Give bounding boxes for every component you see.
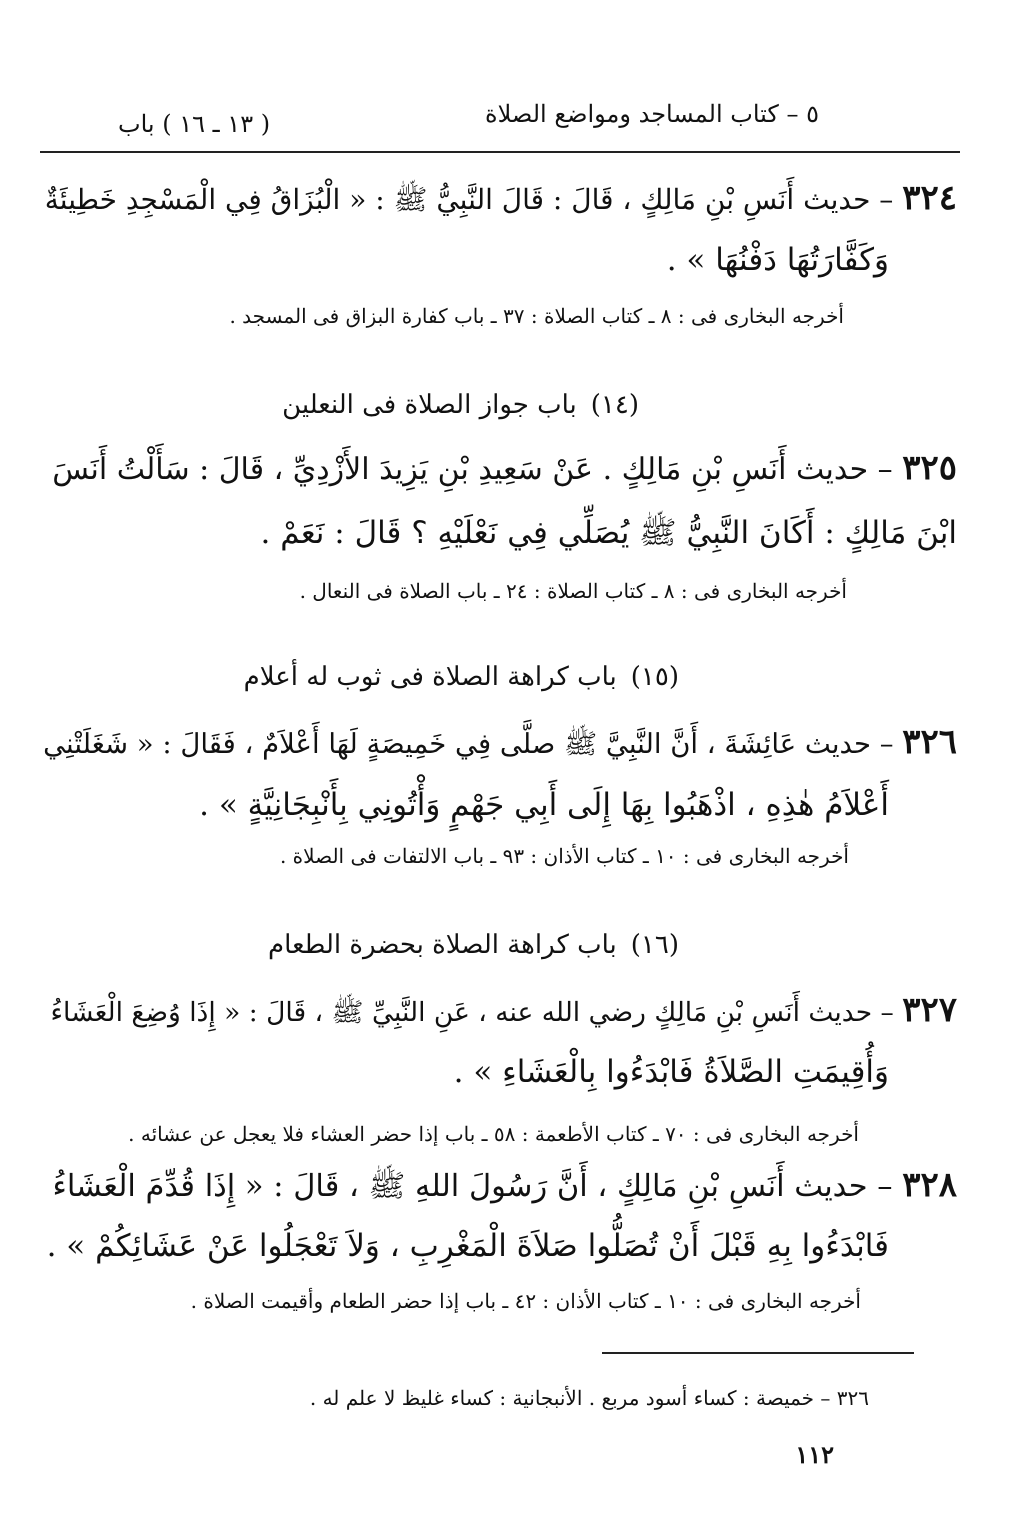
page-number: ١١٢ bbox=[795, 1440, 834, 1469]
hadith-number: ٣٢٤ bbox=[902, 178, 957, 218]
chapter-number: (١٥) bbox=[630, 662, 679, 692]
footnote-rule bbox=[602, 1352, 914, 1354]
hadith-326-line-2: أَعْلاَمُ هٰذِهِ ، اذْهَبُوا بِهَا إِلَى أَبِي جَهْمٍ وَأْتُونِي بِأَنْبِجَانِيَّةٍ » . bbox=[199, 787, 889, 823]
chapter-title: باب كراهة الصلاة فى ثوب له أعلام bbox=[243, 662, 617, 692]
hadith-326-line-1 bbox=[43, 722, 957, 764]
chapter-number: (١٤) bbox=[590, 390, 639, 420]
hadith-text: – حديث أَنَسِ بْنِ مَالِكٍ ، أَنَّ رَسُولَ اللهِ ﷺ ، قَالَ : « إِذَا قُدِّمَ الْعَشَاءُ bbox=[52, 1169, 893, 1204]
hadith-number: ٣٢٦ bbox=[902, 722, 957, 762]
hadith-327-line-1 bbox=[51, 990, 957, 1033]
hadith-325-source: أخرجه البخارى فى : ٨ ـ كتاب الصلاة : ٢٤ ـ باب الصلاة فى النعال . bbox=[299, 579, 847, 603]
hadith-326-source: أخرجه البخارى فى : ١٠ ـ كتاب الأذان : ٩٣ ـ باب الالتفات فى الصلاة . bbox=[279, 844, 849, 868]
hadith-324-line-2: وَكَفَّارَتُهَا دَفْنُهَا » . bbox=[666, 242, 889, 278]
chapter-heading-14 bbox=[282, 388, 639, 422]
hadith-text: – حديث عَائِشَةَ ، أَنَّ النَّبِيَّ ﷺ صلَّى فِي خَمِيصَةٍ لَهَا أَعْلاَمٌ ، فَقَالَ : « شَغَلَتْنِي bbox=[43, 728, 894, 760]
chapter-title: باب كراهة الصلاة بحضرة الطعام bbox=[268, 930, 617, 960]
chapter-heading-16 bbox=[268, 928, 679, 962]
chapter-title: باب جواز الصلاة فى النعلين bbox=[282, 390, 577, 420]
hadith-number: ٣٢٥ bbox=[902, 448, 957, 488]
header-rule bbox=[40, 151, 960, 153]
hadith-324-line-1 bbox=[45, 178, 957, 220]
hadith-325-line-2: ابْنَ مَالِكٍ : أَكَانَ النَّبِيُّ ﷺ يُصَلِّي فِي نَعْلَيْهِ ؟ قَالَ : نَعَمْ . bbox=[260, 515, 957, 551]
hadith-text: – حديث أَنَسِ بْنِ مَالِكٍ ، قَالَ : قَالَ النَّبِيُّ ﷺ : « الْبُزَاقُ فِي الْمَسْجِدِ خَطِيئَةٌ bbox=[44, 183, 894, 216]
hadith-text: – حديث أَنَسِ بْنِ مَالِكٍ رضي الله عنه ، عَنِ النَّبِيِّ ﷺ ، قَالَ : « إِذَا وُضِعَ الْعَشَاءُ bbox=[50, 997, 894, 1028]
hadith-325-line-1 bbox=[52, 448, 957, 490]
hadith-328-source: أخرجه البخارى فى : ١٠ ـ كتاب الأذان : ٤٢ ـ باب إذا حضر الطعام وأقيمت الصلاة . bbox=[190, 1289, 861, 1313]
hadith-328-line-1 bbox=[53, 1165, 957, 1207]
hadith-324-source: أخرجه البخارى فى : ٨ ـ كتاب الصلاة : ٣٧ ـ باب كفارة البزاق فى المسجد . bbox=[229, 304, 844, 328]
running-header-title: ٥ – كتاب المساجد ومواضع الصلاة bbox=[485, 100, 819, 128]
hadith-327-line-2: وَأُقِيمَتِ الصَّلاَةُ فَابْدَءُوا بِالْعَشَاءِ » . bbox=[453, 1054, 889, 1090]
hadith-328-line-2: فَابْدَءُوا بِهِ قَبْلَ أَنْ تُصَلُّوا صَلاَةَ الْمَغْرِبِ ، وَلاَ تَعْجَلُوا عَنْ عَشَائِكُمْ » . bbox=[46, 1228, 889, 1264]
chapter-heading-15 bbox=[244, 660, 679, 694]
running-header-chapters: ( ١٣ ـ ١٦ ) باب bbox=[118, 110, 271, 138]
chapter-number: (١٦) bbox=[630, 930, 679, 960]
hadith-text: – حديث أَنَسِ بْنِ مَالِكٍ . عَنْ سَعِيدِ بْنِ يَزِيدَ الأَزْدِيِّ ، قَالَ : سَأَلْتُ أَنَسَ bbox=[52, 452, 893, 487]
footnote: ٣٢٦ – خميصة : كساء أسود مربع . الأنبجانية : كساء غليظ لا علم له . bbox=[309, 1386, 869, 1410]
hadith-327-source: أخرجه البخارى فى : ٧٠ ـ كتاب الأطعمة : ٥٨ ـ باب إذا حضر العشاء فلا يعجل عن عشائه . bbox=[128, 1122, 859, 1146]
hadith-number: ٣٢٧ bbox=[902, 990, 957, 1030]
hadith-number: ٣٢٨ bbox=[902, 1165, 957, 1205]
